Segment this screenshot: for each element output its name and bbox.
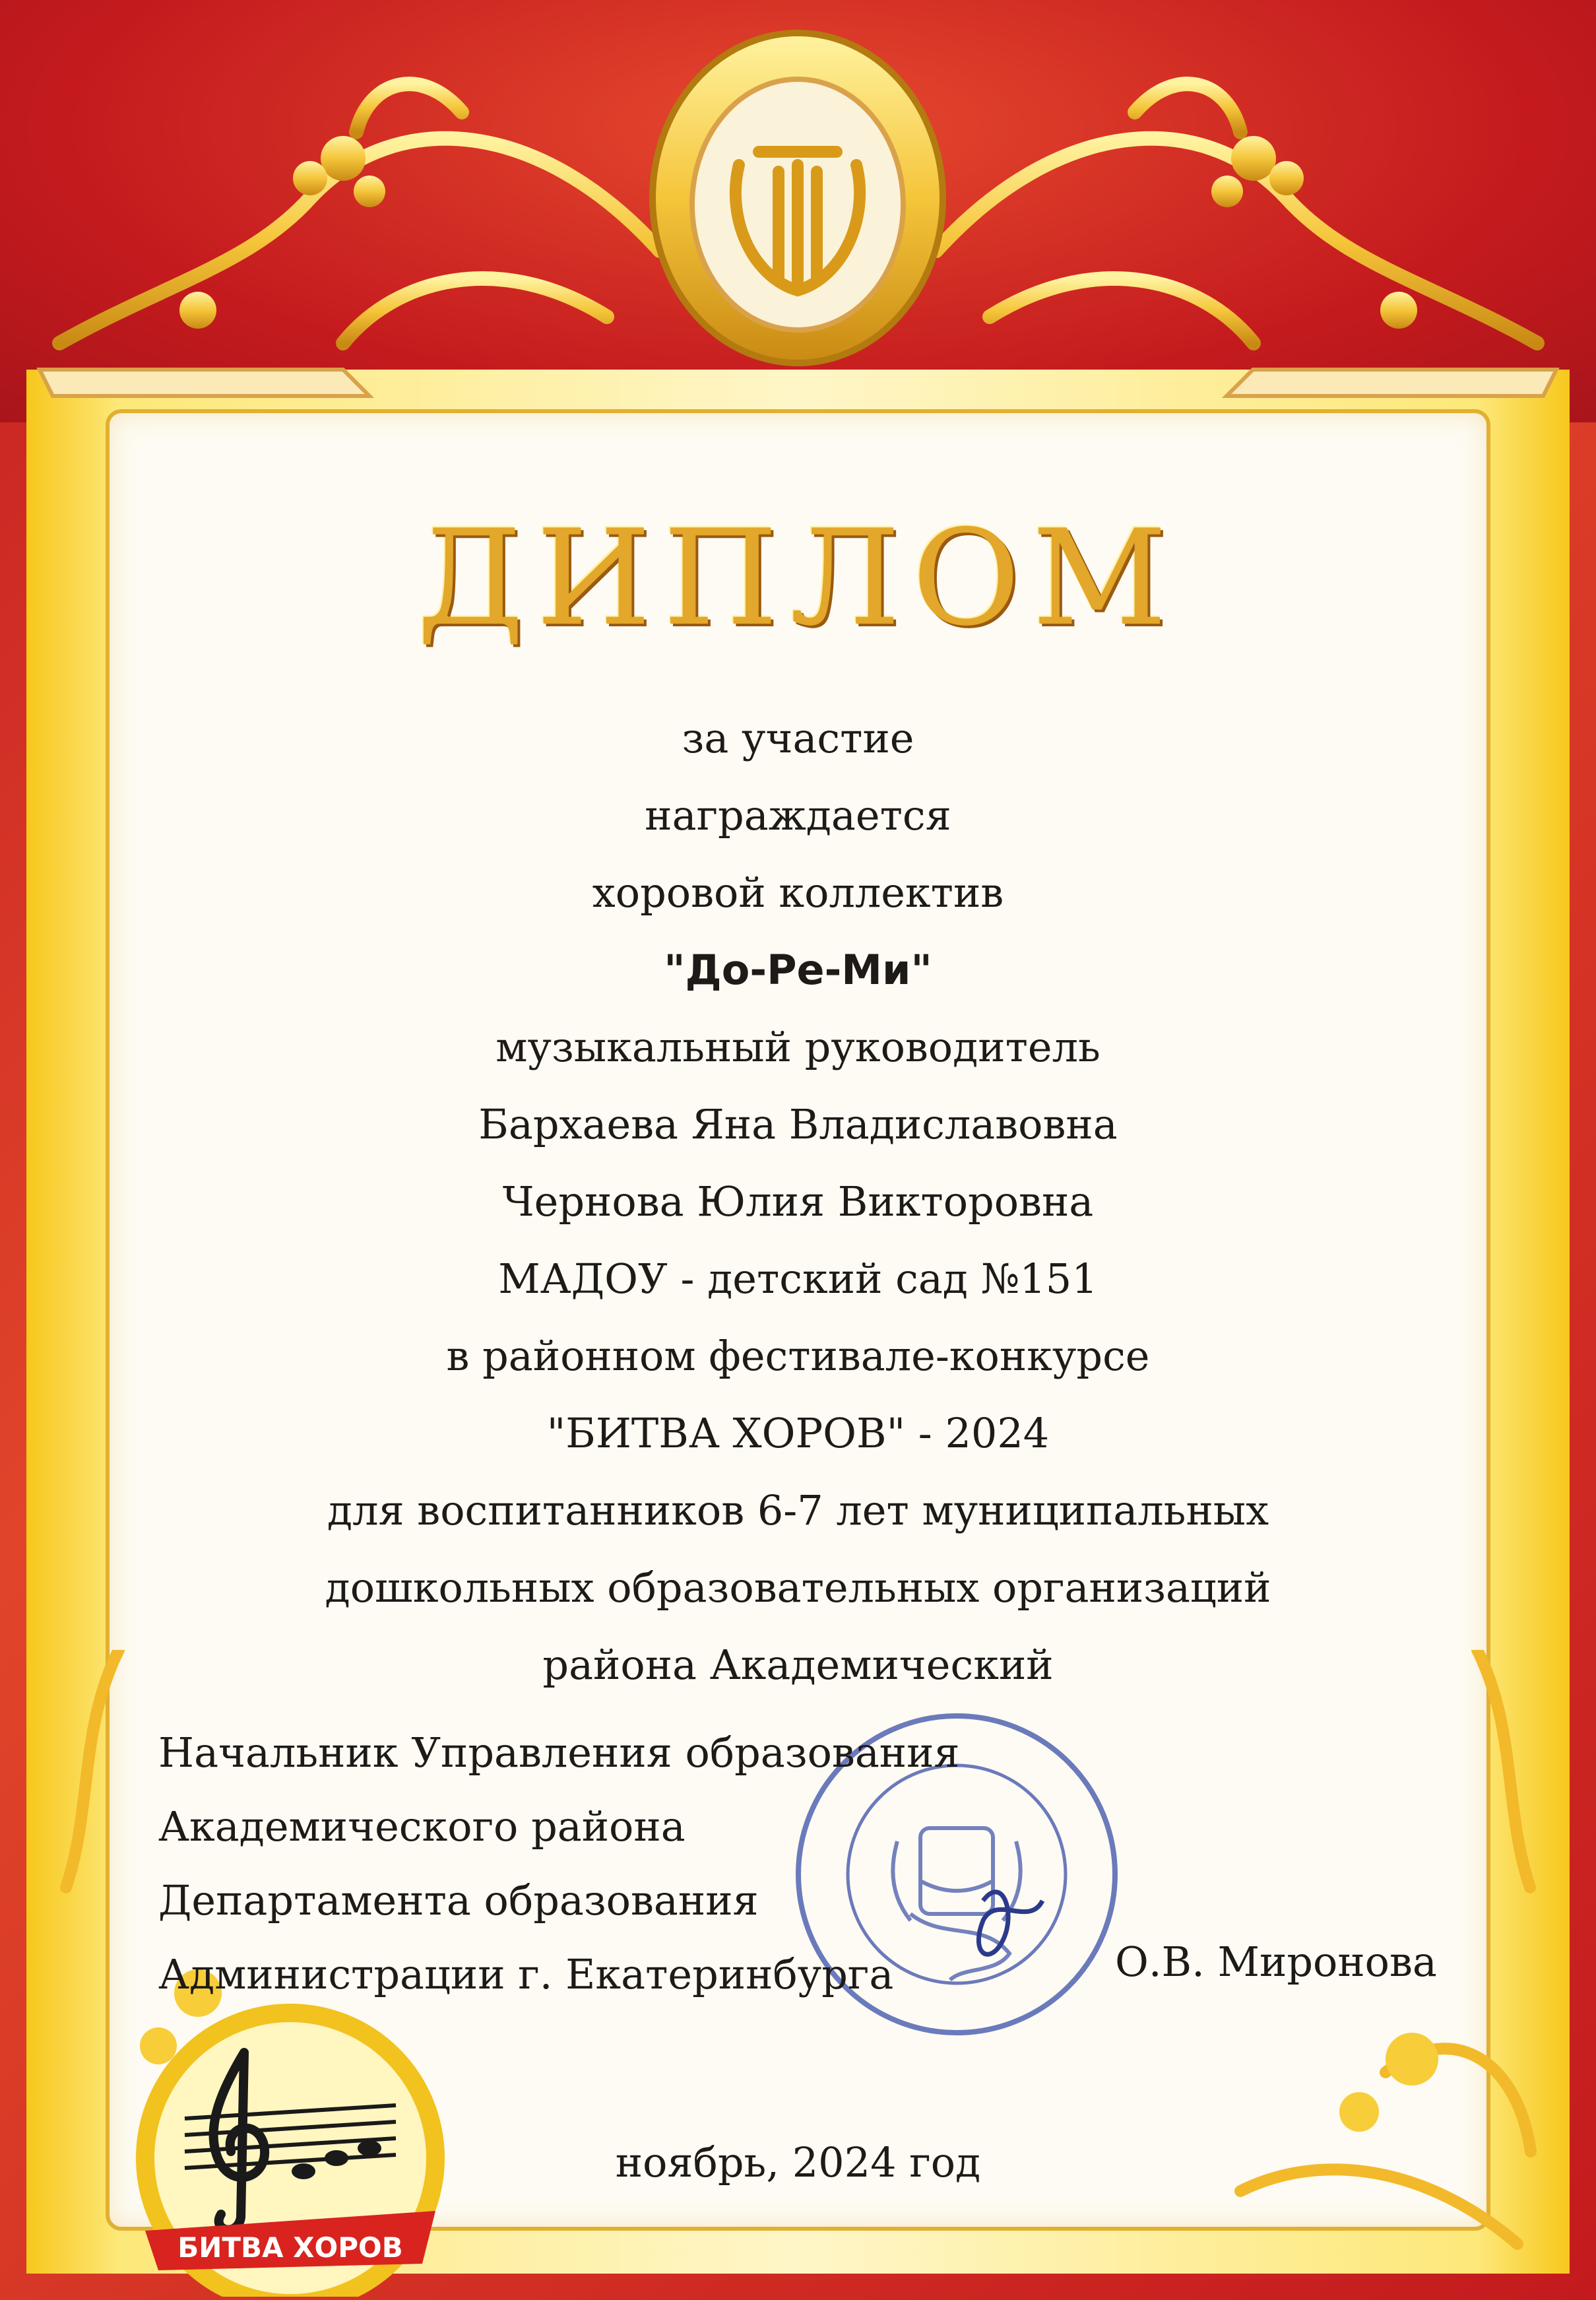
award-line: награждается — [645, 791, 951, 839]
signer-title-line: Департамента образования — [158, 1876, 759, 1924]
institution-name: МАДОУ - детский сад №151 — [498, 1255, 1098, 1303]
award-line: района Академический — [542, 1641, 1054, 1689]
award-line: за участие — [682, 714, 914, 762]
header-ornament-graphic — [0, 0, 1596, 462]
diploma-title: ДИПЛОМ — [416, 502, 1180, 655]
collective-name: "До-Ре-Ми" — [664, 946, 932, 994]
award-line: музыкальный руководитель — [495, 1023, 1101, 1071]
signer-title-line: Начальник Управления образования — [158, 1728, 960, 1777]
leader-name: Бархаева Яна Владиславовна — [478, 1100, 1118, 1148]
award-text — [198, 700, 1398, 1703]
signatory-name: О.В. Миронова — [1115, 1938, 1437, 1986]
signature-block — [158, 1716, 960, 2012]
signer-title-line: Администрации г. Екатеринбурга — [158, 1950, 894, 1998]
award-line: дошкольных образовательных организаций — [325, 1563, 1271, 1612]
logo-text: БИТВА ХОРОВ — [177, 2231, 403, 2264]
award-line: для воспитанников 6-7 лет муниципальных — [327, 1486, 1269, 1534]
award-line: в районном фестивале-конкурсе — [446, 1332, 1150, 1380]
signer-title-line: Академического района — [158, 1802, 686, 1851]
issue-date: ноябрь, 2024 год — [615, 2138, 981, 2186]
contest-name: "БИТВА ХОРОВ" - 2024 — [546, 1409, 1050, 1457]
leader-name: Чернова Юлия Викторовна — [502, 1177, 1094, 1226]
award-line: хоровой коллектив — [592, 869, 1004, 917]
